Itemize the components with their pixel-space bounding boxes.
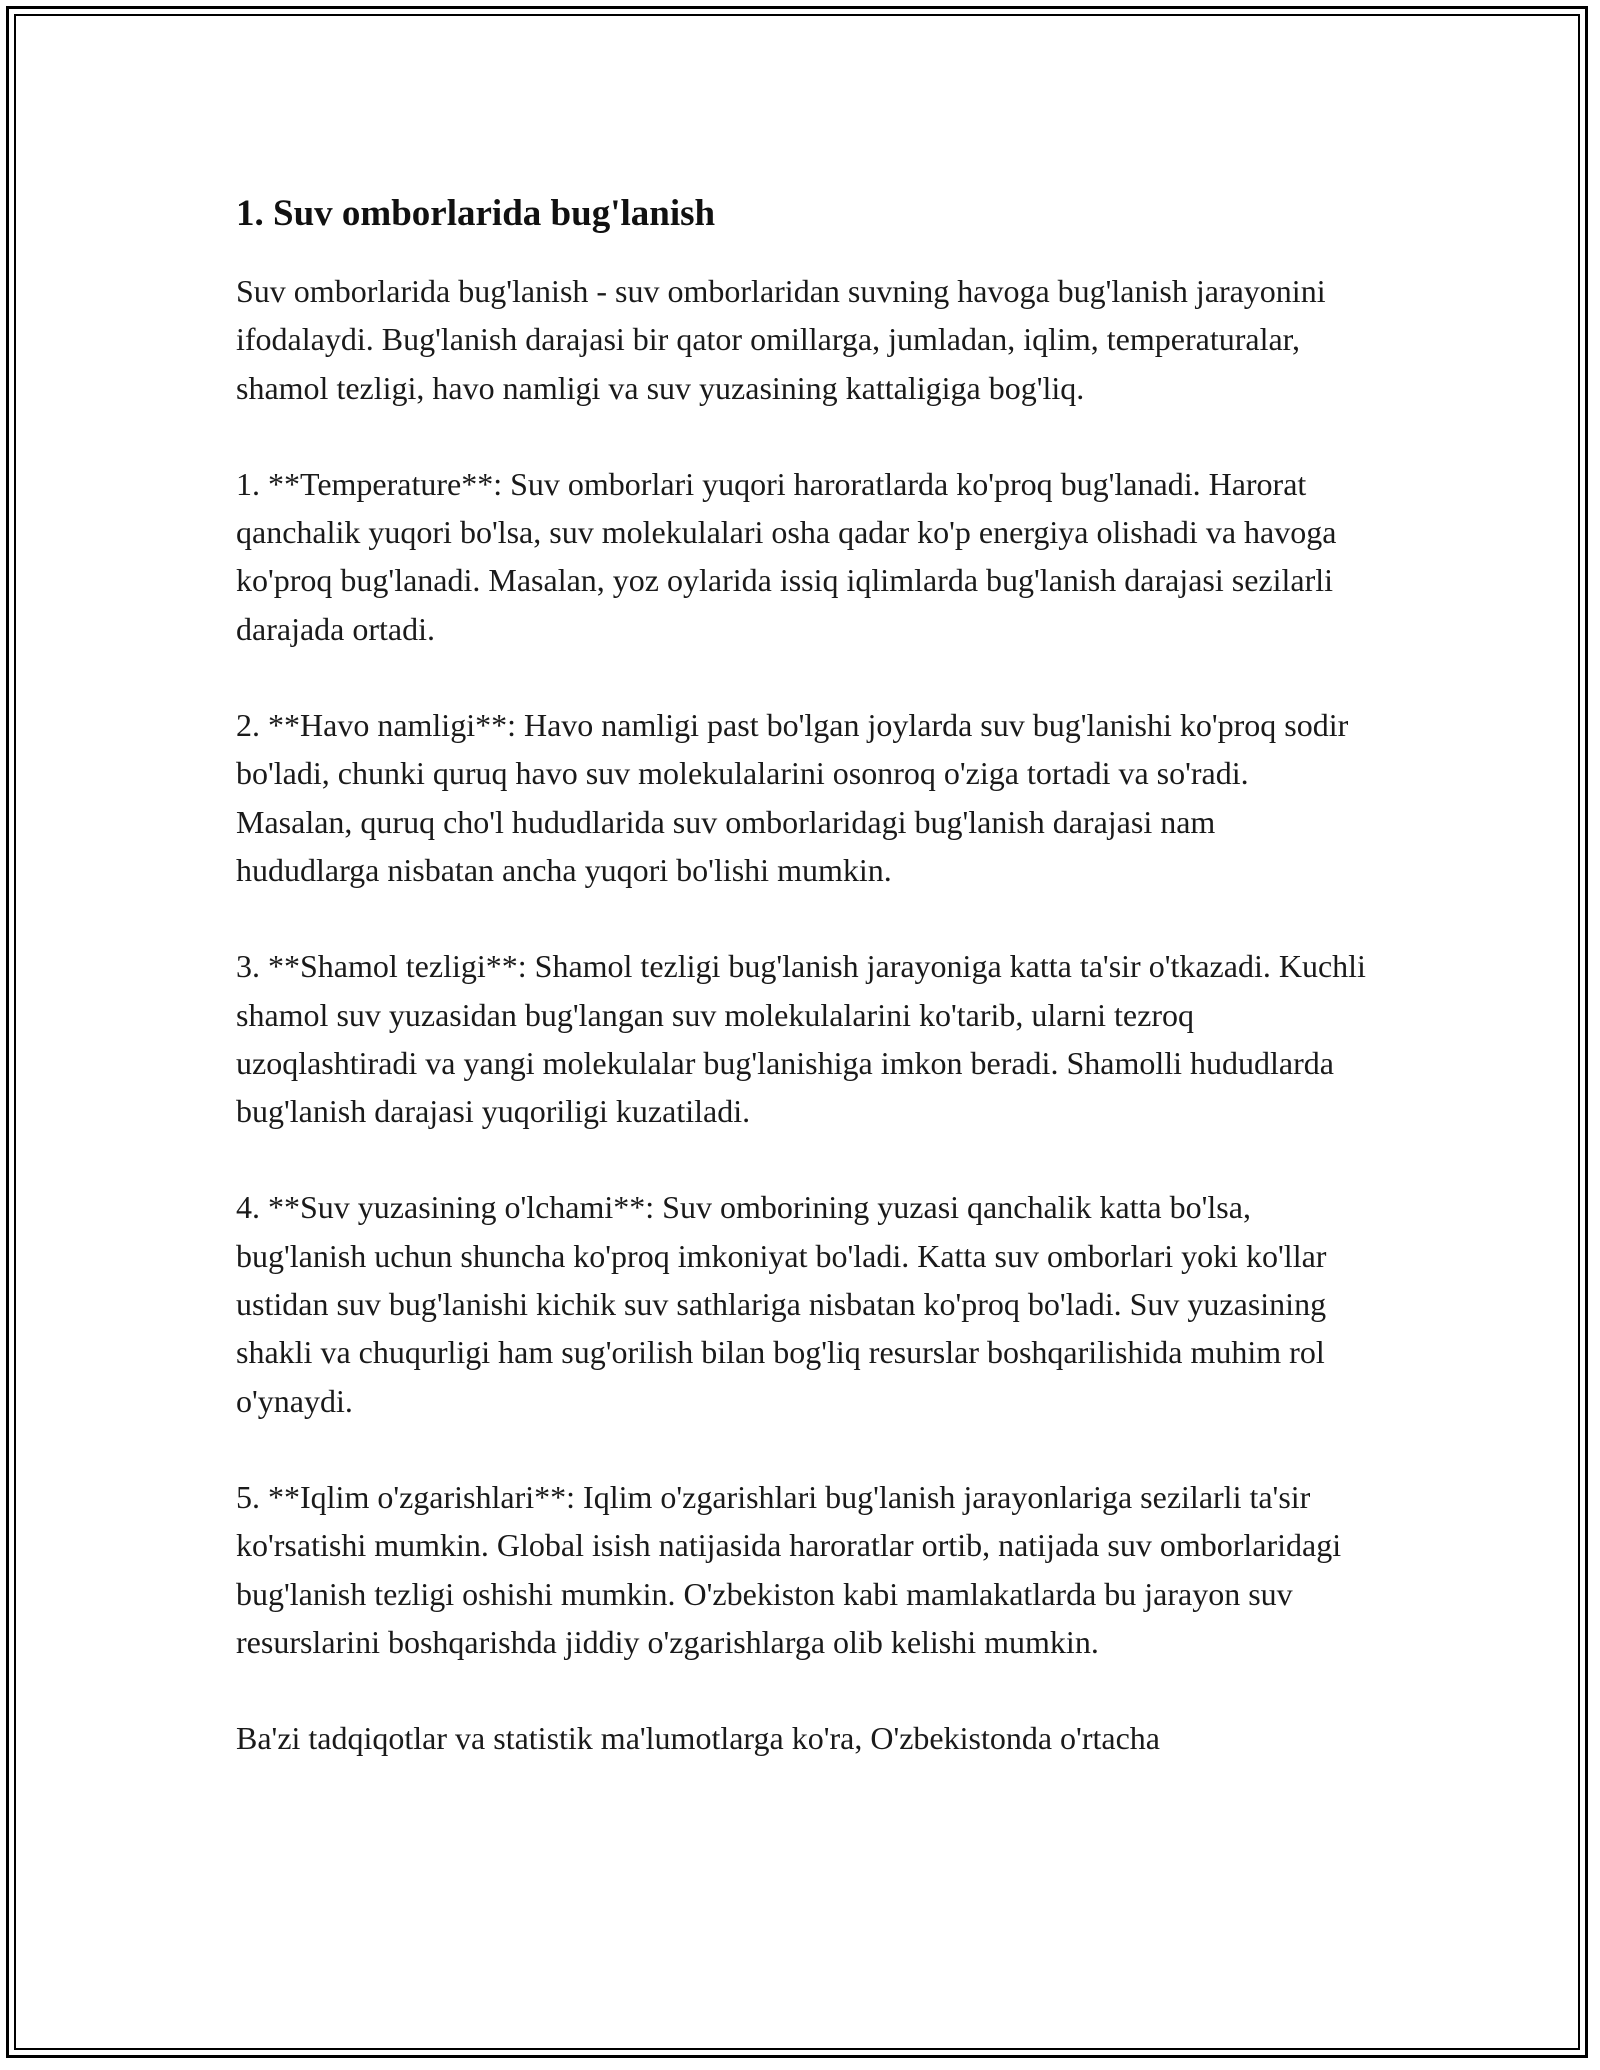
intro-paragraph: Suv omborlarida bug'lanish - suv omborlaridan suvning havoga bug'lanish jarayonini ifodalaydi. Bug'lanish darajasi bir qator omillarga, jumladan, iqlim, temperaturalar, shamol tezligi, havo namligi va suv yuzasining kattaligiga bog'liq. [236, 273, 1326, 406]
paragraph-shamol-tezligi: 3. **Shamol tezligi**: Shamol tezligi bug'lanish jarayoniga katta ta'sir o'tkazadi. Kuchli shamol suv yuzasidan bug'langan suv molekulalarini ko'tarib, ularni tezroq uzoqlashtiradi va yangi molekulalar bug'lanishiga imkon beradi. Shamolli hududlarda bug'lanish darajasi yuqoriligi kuzatiladi. [236, 948, 1366, 1130]
document-body [236, 185, 1366, 1762]
paragraph-havo-namligi: 2. **Havo namligi**: Havo namligi past bo'lgan joylarda suv bug'lanishi ko'proq sodir bo'ladi, chunki quruq havo suv molekulalarini osonroq o'ziga tortadi va so'radi. Masalan, quruq cho'l hududlarida suv omborlaridagi bug'lanish darajasi nam hududlarga nisbatan ancha yuqori bo'lishi mumkin. [236, 707, 1349, 888]
paragraph-suv-yuzasi: 4. **Suv yuzasining o'lchami**: Suv omborining yuzasi qanchalik katta bo'lsa, bug'lanish uchun shuncha ko'proq imkoniyat bo'ladi. Katta suv omborlari yoki ko'llar ustidan suv bug'lanishi kichik suv sathlariga nisbatan ko'proq bo'ladi. Suv yuzasining shakli va chuqurligi ham sug'orilish bilan bog'liq resurslar boshqarilishida muhim rol o'ynaydi. [236, 1189, 1327, 1419]
paragraph-iqlim-ozgarishlari: 5. **Iqlim o'zgarishlari**: Iqlim o'zgarishlari bug'lanish jarayonlariga sezilarli ta'sir ko'rsatishi mumkin. Global isish natijasida haroratlar ortib, natijada suv omborlaridagi bug'lanish tezligi oshishi mumkin. O'zbekiston kabi mamlakatlarda bu jarayon suv resurslarini boshqarishda jiddiy o'zgarishlarga olib kelishi mumkin. [236, 1478, 1342, 1660]
paragraph-temperature: 1. **Temperature**: Suv omborlari yuqori haroratlarda ko'proq bug'lanadi. Harorat qanchalik yuqori bo'lsa, suv molekulalari osha qadar ko'p energiya olishadi va havoga ko'proq bug'lanadi. Masalan, yoz oylarida issiq iqlimlarda bug'lanish darajasi sezilarli darajada ortadi. [236, 465, 1337, 647]
paragraph-continuation: Ba'zi tadqiqotlar va statistik ma'lumotlarga ko'ra, O'zbekistonda o'rtacha [236, 1720, 1160, 1757]
document-title: 1. Suv omborlarida bug'lanish [236, 193, 716, 234]
